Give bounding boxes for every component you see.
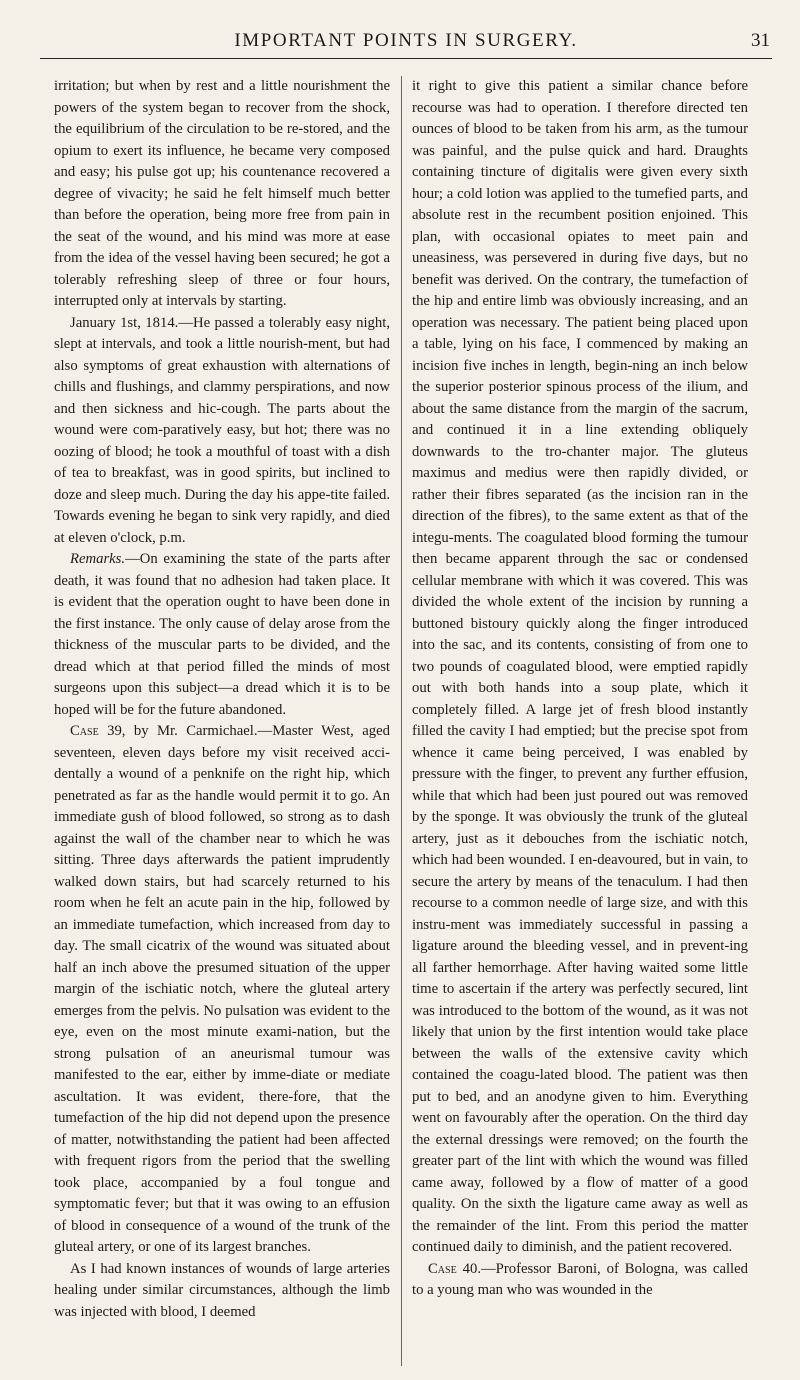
case-39-text: 39, by Mr. Carmichael.—Master West, aged seventeen, eleven days before my visit received acci-dentally a wound of a penknife on the right hip, which penetrated as far as the handle would permit it to go. An immediate gush of blood followed, so strong as to dash against the wall of the chamber near to which he was sitting. Three days afterwards the patient imprudently walked down stairs, but had scarcely returned to his room when he felt an acute pain in the hip, followed by an immediate tumefaction, which increased from day to day. The small cicatrix of the wound was situated about half an inch above the presumed situation of the upper margin of the ischiatic notch, where the gluteal artery emerges from the pelvis. No pulsation was evident to the eye, even on the most minute exami-nation, but the strong pulsation of an aneurismal tumour was manifested to the ear, either by imme-diate or mediate ascultation. It was evident, there-fore, that the tumefaction of the hip did not depend upon the presence of matter, notwithstanding the patient had been affected with frequent rigors from the period that the swelling took place, accompanied by a foul tongue and symptomatic fever; but that it was owing to an effusion of blood in consequence of a wound of the trunk of the gluteal artery, or one of its largest branches. xyxy=(54,723,390,1255)
case-label: Case xyxy=(70,723,99,739)
page-number: 31 xyxy=(751,30,770,51)
paragraph-case-39 xyxy=(54,721,390,1259)
running-head: IMPORTANT POINTS IN SURGERY. xyxy=(234,30,578,51)
case-label: Case xyxy=(428,1260,457,1277)
paragraph-arteries: As I had known instances of wounds of large arteries healing under similar circumstances, although the limb was injected with blood, I deemed xyxy=(54,1260,390,1320)
paragraph-case-40 xyxy=(412,1259,748,1302)
case-40-text: 40.—Professor Baroni, of Bologna, was called to a young man who was wounded in the xyxy=(412,1260,748,1298)
paragraph-remarks xyxy=(54,549,390,721)
paragraph-operation: it right to give this patient a similar chance before recourse was had to operation. I therefore directed ten ounces of blood to be taken from his arm, as the tumour was painful, and the pulse quick and hard. Draughts containing tincture of digitalis were given every sixth hour; a cold lotion was applied to the tumefied parts, and absolute rest in the recumbent position enjoined. This plan, with occasional opiates to meet pain and uneasiness, was persevered in during five days, but no benefit was derived. On the contrary, the tumefaction of the hip and entire limb was obviously increasing, and an operation was necessary. The patient being placed upon a table, lying on his face, I commenced by making an incision five inches in length, begin-ning an inch below the superior posterior spinous process of the ilium, and about the same distance from the margin of the sacrum, and continued it in a line extending obliquely downwards to the tro-chanter major. The gluteus maximus and medius were then rapidly divided, or rather their fibres separated (as the incision ran in the direction of the fibres), to the same extent as that of the integu-ments. The coagulated blood forming the tumour then became apparent through the sac or condensed cellular membrane with which it was covered. This was divided the whole extent of the incision by running a buttoned bistoury quickly along the finger introduced into the sac, and its contents, consisting of from one to two pounds of coagulated blood, were emptied rapidly out with both hands into a soup plate, which it completely filled. A large jet of fresh blood instantly filled the cavity I had emptied; but the precise spot from whence it came being perceived, I was enabled by pressure with the finger, to prevent any further effusion, while that which had been just poured out was removed by the sponge. It was obviously the trunk of the gluteal artery, just as it debouches from the ischiatic notch, which had been wounded. I en-deavoured, but in vain, to secure the artery by means of the tenaculum. I had then recourse to a common needle of large size, and with this instru-ment was immediately successful in passing a ligature around the bleeding vessel, and in prevent-ing all farther hemorrhage. After having waited some little time to ascertain if the artery was perfectly secured, lint was introduced to the bottom of the wound, as it was not likely that union by the first intention would take place between the walls of the extensive cavity which contained the coagu-lated blood. The patient was then put to bed, and an anodyne given to him. Everything went on favourably after the operation. On the third day the external dressings were removed; on the fourth the greater part of the lint with which the wound was filled came away, followed by a flow of matter of a good quality. On the sixth the ligature came away as well as the remainder of the lint. From this period the matter continued daily to diminish, and the patient recovered. xyxy=(412,78,748,1255)
left-column xyxy=(54,76,390,1323)
paragraph-continued: irritation; but when by rest and a little nourishment the powers of the system began to recover from the shock, the equilibrium of the circulation to be re-stored, and the opium to exert its influence, he became very composed and easy; his pulse got up; his countenance recovered a degree of vivacity; he said he felt himself much better than before the operation, being more free from pain in the seat of the wound, and his mind was more at ease from the idea of the vessel having been secured; he got a tolerably refreshing sleep of three or four hours, interrupted only at intervals by starting. xyxy=(54,78,390,309)
remarks-label: Remarks. xyxy=(70,551,126,567)
paragraph-january-entry: January 1st, 1814.—He passed a tolerably easy night, slept at intervals, and took a little nourish-ment, but had also symptoms of great exhaustion with alternations of chills and flushings, and clammy perspirations, and now and then sickness and hic-cough. The parts about the wound were com-paratively easy, but hot; there was no oozing of blood; he took a mouthful of toast with a dish of tea to breakfast, was in good spirits, but inclined to doze and sleep much. During the day his appe-tite failed. Towards evening he began to sink very rapidly, and died at eleven o'clock, p.m. xyxy=(54,314,390,546)
column-divider xyxy=(401,76,402,1366)
right-column xyxy=(412,76,748,1302)
remarks-text: —On examining the state of the parts after death, it was found that no adhesion had taken place. It is evident that the operation ought to have been done in the first instance. The only cause of delay arose from the thickness of the muscular parts to be divided, and the dread which at that period filled the minds of most surgeons upon this subject—a dread which it is to be hoped will be for the future abandoned. xyxy=(54,551,390,718)
header-rule xyxy=(40,58,772,59)
page-header xyxy=(40,30,772,64)
